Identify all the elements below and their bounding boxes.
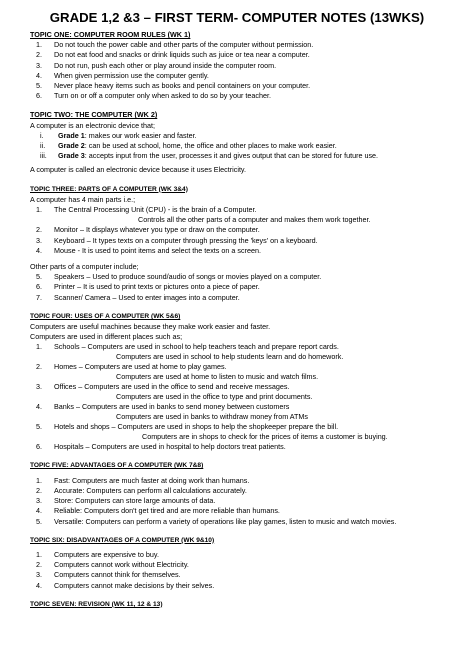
list-text: Do not eat food and snacks or drink liquids such as juice or tea near a computer.: [54, 50, 310, 60]
list-number: 5.: [36, 81, 42, 91]
list-number: 4.: [36, 70, 42, 80]
list-number: iii.: [40, 151, 47, 161]
list-text: Versatile: Computers can perform a variety of operations like play games, listen to music and watch movies.: [54, 516, 397, 526]
topic-five-list: [30, 476, 444, 527]
list-item: [30, 40, 444, 50]
list-number: 7.: [36, 292, 42, 302]
list-item: [30, 382, 444, 392]
list-item: [30, 570, 444, 580]
list-item: [30, 486, 444, 496]
list-text: Offices – Computers are used in the office to send and receive messages.: [54, 382, 290, 392]
grade-label: Grade 2: [58, 141, 85, 151]
list-number: 4.: [36, 580, 42, 590]
list-item: [30, 412, 444, 422]
list-item: [30, 342, 444, 352]
topic-six-heading: TOPIC SIX: DISADVANTAGES OF A COMPUTER (WK 9&10): [30, 536, 215, 544]
list-number: 1.: [36, 549, 42, 559]
list-item: [30, 352, 444, 362]
list-item: [30, 71, 444, 81]
list-text: Store: Computers can store large amounts of data.: [54, 496, 216, 506]
topic-three-intro: A computer has 4 main parts i.e.;: [30, 194, 136, 204]
topic-one-heading: TOPIC ONE: COMPUTER ROOM RULES (WK 1): [30, 30, 191, 39]
list-item: [30, 225, 444, 235]
list-number: 6.: [36, 91, 42, 101]
list-text: Banks – Computers are used in banks to send money between customers: [54, 402, 290, 412]
topic-two-outro: A computer is called an electronic device because it uses Electricity.: [30, 165, 246, 175]
list-text: Computers cannot work without Electricity.: [54, 560, 189, 570]
list-text: Fast: Computers are much faster at doing work than humans.: [54, 475, 250, 485]
list-item: [30, 215, 444, 225]
list-number: 3.: [36, 60, 42, 70]
list-text: Printer – It is used to print texts or pictures onto a piece of paper.: [54, 282, 260, 292]
list-item: [30, 282, 444, 292]
list-number: ii.: [40, 141, 46, 151]
list-item: [30, 50, 444, 60]
list-number: 2.: [36, 362, 42, 372]
topic-three-list: [30, 205, 444, 256]
list-text: [58, 141, 444, 151]
topic-four-intro: Computers are useful machines because they make work easier and faster.: [30, 322, 271, 332]
list-number: 5.: [36, 272, 42, 282]
list-number: 4.: [36, 402, 42, 412]
list-text: Computers are used at home to listen to music and watch films.: [116, 372, 319, 382]
list-item: [30, 362, 444, 372]
list-number: 3.: [36, 496, 42, 506]
list-number: 1.: [36, 342, 42, 352]
list-text: Computers cannot think for themselves.: [54, 570, 181, 580]
list-item: [30, 81, 444, 91]
grade-label: Grade 1: [58, 130, 85, 140]
list-item: [30, 442, 444, 452]
list-item: [30, 422, 444, 432]
list-number: 4.: [36, 506, 42, 516]
topic-one-list: [30, 40, 444, 101]
topic-six-list: [30, 550, 444, 591]
list-number: 2.: [36, 485, 42, 495]
other-parts-list: [30, 272, 444, 303]
grade-text: : makes our work easier and faster.: [84, 130, 197, 140]
list-item: [30, 372, 444, 382]
list-number: 2.: [36, 225, 42, 235]
list-item: [30, 236, 444, 246]
topic-four-heading: TOPIC FOUR: USES OF A COMPUTER (WK 5&6): [30, 312, 181, 320]
list-text: Keyboard – It types texts on a computer through pressing the 'keys' on a keyboard.: [54, 235, 318, 245]
list-text: Do not run, push each other or play around inside the computer room.: [54, 60, 277, 70]
list-text: Reliable: Computers don't get tired and are more reliable than humans.: [54, 506, 280, 516]
list-number: 1.: [36, 475, 42, 485]
list-number: 4.: [36, 245, 42, 255]
list-number: 3.: [36, 235, 42, 245]
topic-two-heading: TOPIC TWO: THE COMPUTER (WK 2): [30, 110, 158, 120]
topic-five-heading: TOPIC FIVE: ADVANTAGES OF A COMPUTER (WK 7&8): [30, 462, 204, 470]
list-item: [30, 506, 444, 516]
list-text: Hotels and shops – Computers are used in shops to help the shopkeeper prepare the bill.: [54, 422, 339, 432]
list-number: 3.: [36, 382, 42, 392]
list-text: The Central Processing Unit (CPU) - is the brain of a Computer.: [54, 205, 257, 215]
other-parts-intro: Other parts of a computer include;: [30, 262, 139, 272]
topic-two-intro: A computer is an electronic device that;: [30, 120, 156, 130]
list-text: Monitor – It displays whatever you type or draw on the computer.: [54, 225, 260, 235]
list-text: Scanner/ Camera – Used to enter images into a computer.: [54, 292, 240, 302]
list-text: Do not touch the power cable and other parts of the computer without permission.: [54, 40, 314, 50]
document-title: GRADE 1,2 &3 – FIRST TERM- COMPUTER NOTES (13WKS): [49, 10, 425, 25]
topic-seven-heading: TOPIC SEVEN: REVISION (WK 11, 12 & 13): [30, 600, 163, 608]
list-item: [30, 61, 444, 71]
list-text: Computers are used in banks to withdraw money from ATMs: [116, 412, 309, 422]
list-item: [30, 141, 444, 151]
list-item: [30, 432, 444, 442]
list-text: Turn on or off a computer only when asked to do so by your teacher.: [54, 91, 271, 101]
list-item: [30, 476, 444, 486]
list-item: [30, 131, 444, 141]
list-item: [30, 517, 444, 527]
list-item: [30, 402, 444, 412]
list-number: 1.: [36, 40, 42, 50]
list-number: i.: [40, 130, 44, 140]
list-item: [30, 560, 444, 570]
list-text: [58, 131, 444, 141]
list-item: [30, 246, 444, 256]
topic-four-intro-2: Computers are used in different places such as;: [30, 332, 183, 342]
list-number: 6.: [36, 282, 42, 292]
list-item: [30, 151, 444, 161]
list-number: 3.: [36, 570, 42, 580]
list-text: Computers are expensive to buy.: [54, 549, 159, 559]
list-number: 5.: [36, 422, 42, 432]
list-number: 2.: [36, 560, 42, 570]
list-text: Homes – Computers are used at home to play games.: [54, 362, 227, 372]
list-text: Speakers – Used to produce sound/audio of songs or movies played on a computer.: [54, 272, 322, 282]
list-number: 2.: [36, 50, 42, 60]
list-text: Mouse - It is used to point items and select the texts on a screen.: [54, 245, 261, 255]
list-text: Computers are used in the office to type and print documents.: [116, 392, 313, 402]
topic-four-list: [30, 342, 444, 452]
list-text: Never place heavy items such as books and pencil containers on your computer.: [54, 81, 311, 91]
grade-text: : accepts input from the user, processes it and gives output that can be stored for future use.: [84, 151, 379, 161]
list-item: [30, 550, 444, 560]
list-item: [30, 293, 444, 303]
grade-label: Grade 3: [58, 151, 85, 161]
list-item: [30, 272, 444, 282]
list-text: Accurate: Computers can perform all calculations accurately.: [54, 485, 247, 495]
list-text: Computers cannot make decisions by their selves.: [54, 580, 215, 590]
list-text: Schools – Computers are used in school to help teachers teach and prepare report cards.: [54, 342, 339, 352]
list-text: Hospitals – Computers are used in hospital to help doctors treat patients.: [54, 442, 286, 452]
list-text: Controls all the other parts of a computer and makes them work together.: [138, 215, 371, 225]
list-item: [30, 205, 444, 215]
list-text: Computers are used in school to help students learn and do homework.: [116, 352, 344, 362]
list-number: 6.: [36, 442, 42, 452]
list-text: Computers are in shops to check for the prices of items a customer is buying.: [142, 432, 388, 442]
topic-two-list: [30, 131, 444, 162]
list-item: [30, 392, 444, 402]
list-item: [30, 496, 444, 506]
list-item: [30, 581, 444, 591]
topic-three-heading: TOPIC THREE: PARTS OF A COMPUTER (WK 3&4): [30, 185, 188, 193]
list-number: 1.: [36, 205, 42, 215]
list-text: When given permission use the computer gently.: [54, 70, 209, 80]
list-number: 5.: [36, 516, 42, 526]
grade-text: : can be used at school, home, the office and other places to make work easier.: [84, 141, 337, 151]
list-item: [30, 91, 444, 101]
list-text: [58, 151, 444, 161]
